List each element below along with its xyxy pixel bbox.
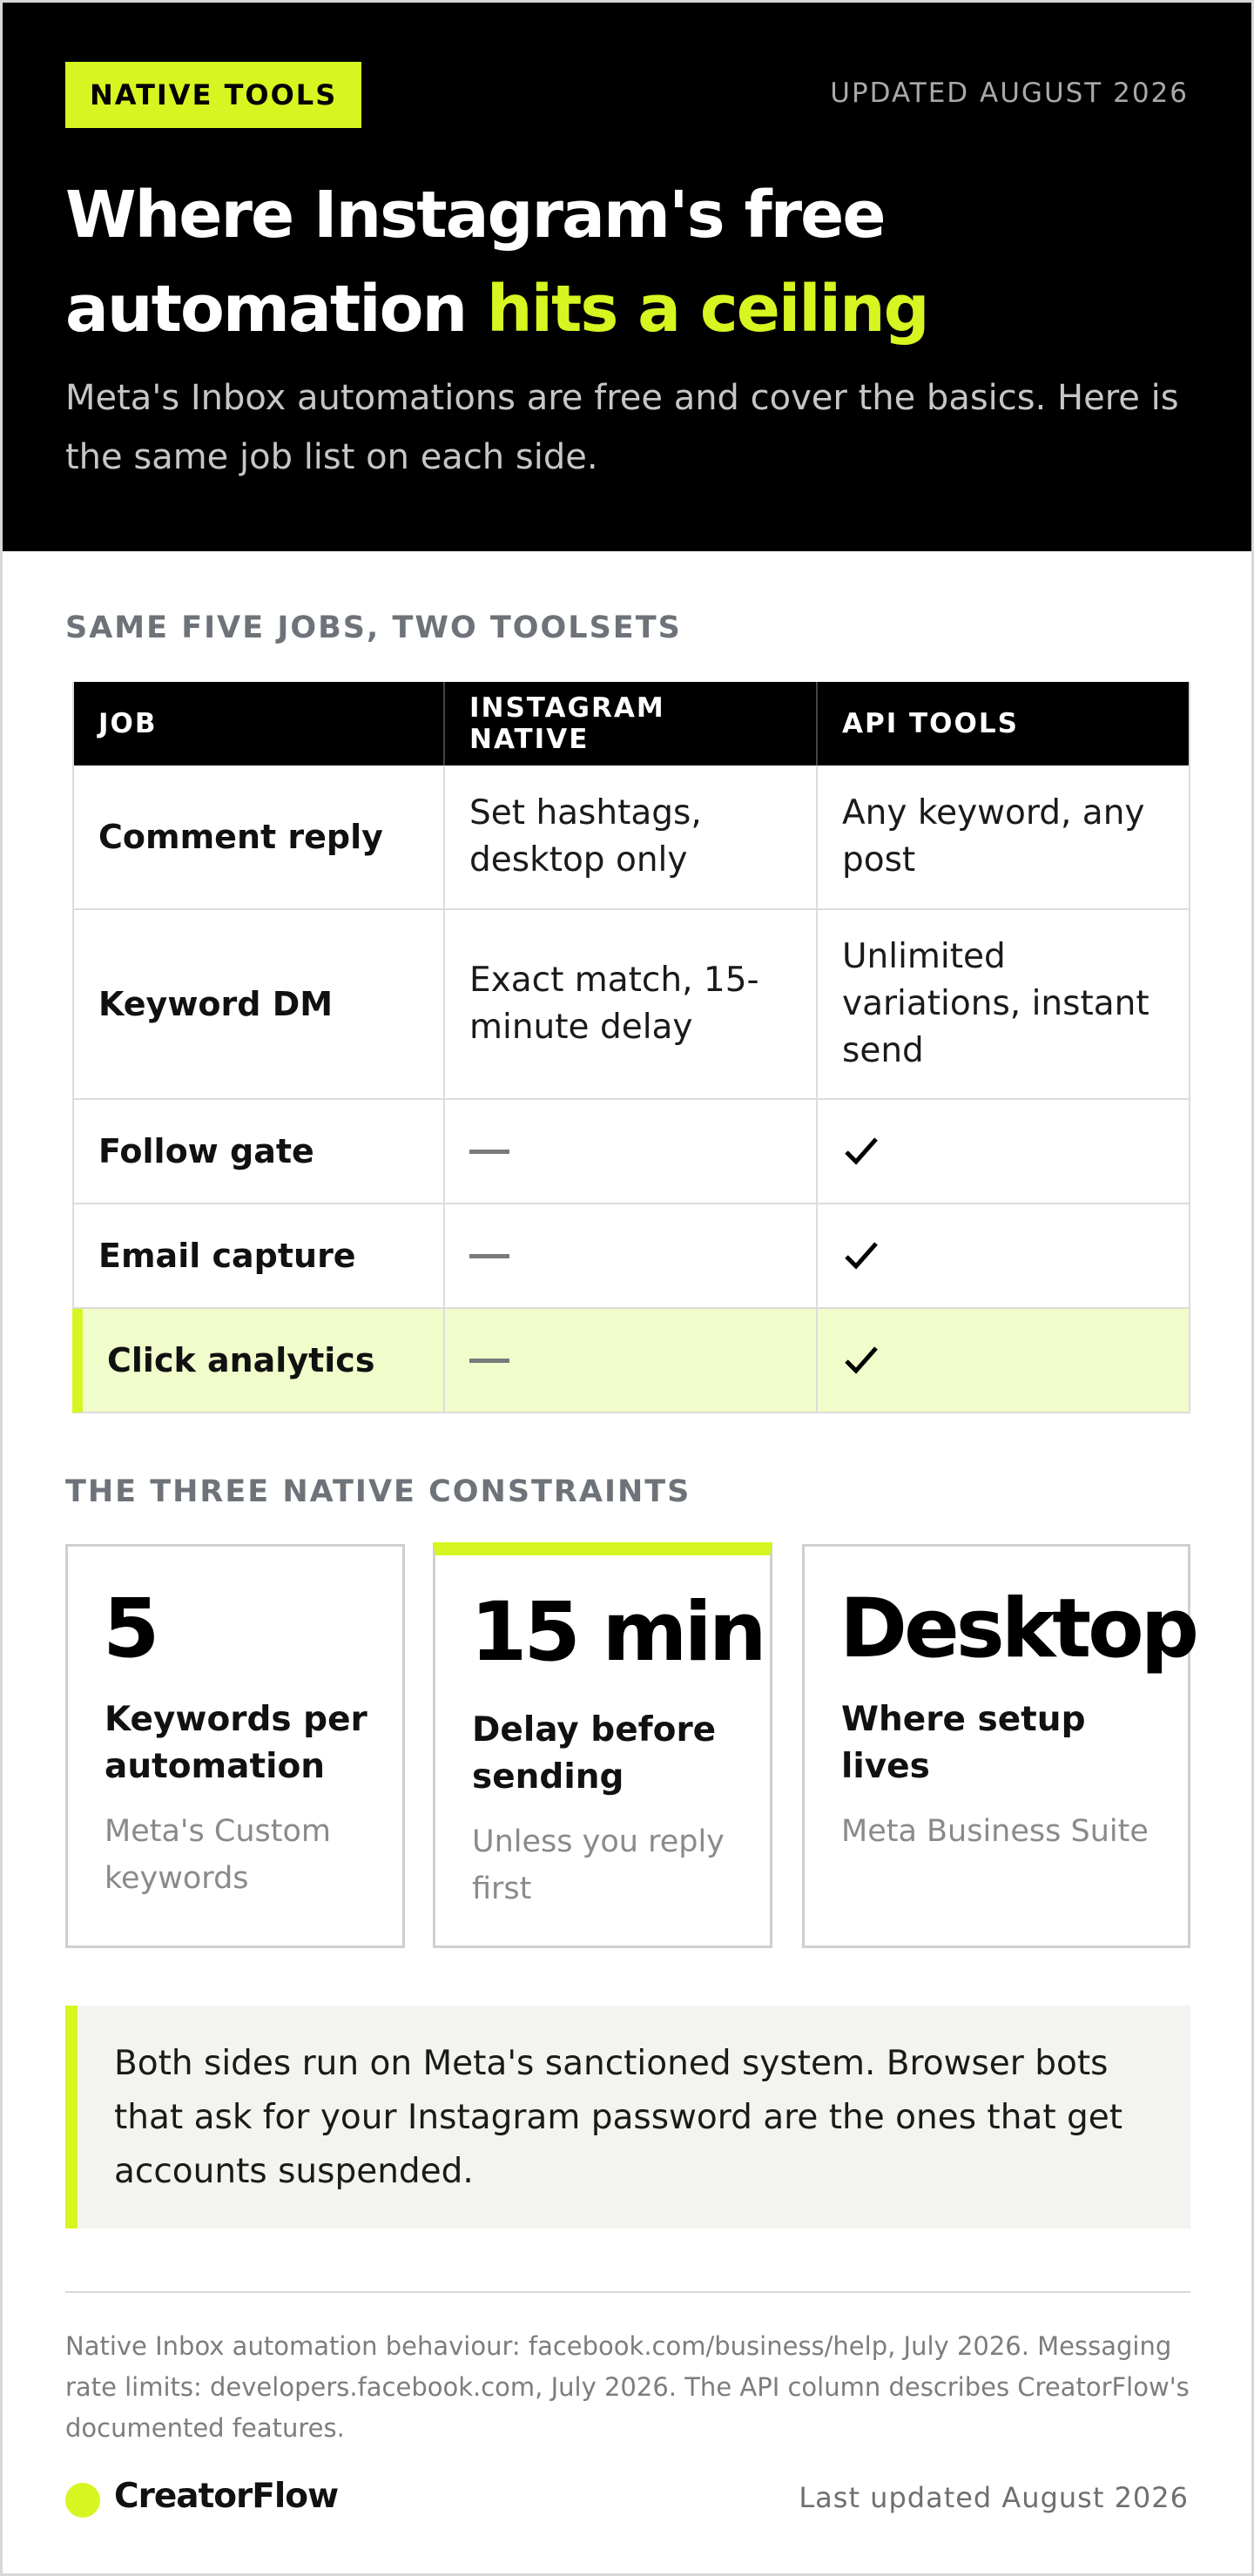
dash-icon xyxy=(469,1359,509,1363)
page-title xyxy=(65,168,1154,356)
comparison-table xyxy=(72,682,1190,1413)
card-note: Meta Business Suite xyxy=(841,1814,1149,1849)
card-note: Meta's Custom keywords xyxy=(104,1814,331,1896)
row-native xyxy=(445,1309,818,1412)
row-api xyxy=(818,1100,1189,1203)
card-heading: Keywords per automation xyxy=(104,1700,367,1786)
table-row xyxy=(74,1100,1189,1204)
check-icon xyxy=(842,1341,880,1379)
brand-name: CreatorFlow xyxy=(114,2477,339,2516)
header-api: API TOOLS xyxy=(842,708,1019,739)
row-api xyxy=(818,1309,1189,1412)
constraint-card xyxy=(65,1544,405,1948)
card-heading: Delay before sending xyxy=(472,1710,717,1797)
check-icon xyxy=(842,1132,880,1170)
card-stat: 5 xyxy=(103,1581,157,1676)
callout-box xyxy=(65,2006,1190,2229)
header-native: INSTAGRAM NATIVE xyxy=(445,682,818,765)
dash-icon xyxy=(469,1254,509,1258)
table-row xyxy=(74,1204,1189,1309)
hero-header xyxy=(3,3,1251,551)
row-job: Comment reply xyxy=(74,765,445,908)
row-native xyxy=(445,1100,818,1203)
card-note: Unless you reply first xyxy=(472,1824,725,1906)
title-line-2: automation xyxy=(65,272,487,347)
constraint-card-featured xyxy=(433,1542,772,1948)
brand-logo-icon xyxy=(65,2483,100,2518)
row-job: Follow gate xyxy=(74,1100,445,1203)
constraint-card xyxy=(802,1544,1197,1948)
table-header-row xyxy=(74,682,1189,765)
category-badge: NATIVE TOOLS xyxy=(65,62,361,128)
row-job: Email capture xyxy=(74,1204,445,1307)
sources-text: Native Inbox automation behaviour: facebook.com/business/help, July 2026. Messaging rate limits: developers.facebook.com, July 2026. The API column describes CreatorFlow's documented features. xyxy=(65,2331,1190,2443)
row-job: Click analytics xyxy=(83,1309,445,1412)
table-row xyxy=(74,910,1189,1100)
row-api: Any keyword, any post xyxy=(842,793,1145,880)
row-native: Set hashtags, desktop only xyxy=(445,765,818,908)
divider xyxy=(65,2291,1190,2293)
card-heading: Where setup lives xyxy=(841,1700,1086,1786)
row-api xyxy=(818,1204,1189,1307)
header-job: JOB xyxy=(74,682,445,765)
title-line-1: Where Instagram's free xyxy=(65,178,885,253)
check-icon xyxy=(842,1237,880,1275)
page-subtitle: Meta's Inbox automations are free and cover the basics. Here is the same job list on each side. xyxy=(65,378,1179,477)
callout-text: Both sides run on Meta's sanctioned system. Browser bots that ask for your Instagram password are the ones that get accounts suspended. xyxy=(114,2044,1123,2191)
table-row xyxy=(74,765,1189,910)
last-updated: Last updated August 2026 xyxy=(799,2481,1189,2514)
card-stat: Desktop xyxy=(839,1581,1197,1676)
row-api: Unlimited variations, instant send xyxy=(842,937,1150,1070)
title-highlight: hits a ceiling xyxy=(486,272,928,347)
row-native: Exact match, 15-minute delay xyxy=(445,910,818,1098)
table-section-label: SAME FIVE JOBS, TWO TOOLSETS xyxy=(65,610,682,645)
row-job: Keyword DM xyxy=(74,910,445,1098)
table-row-highlighted xyxy=(72,1309,1189,1413)
dash-icon xyxy=(469,1150,509,1154)
updated-date: UPDATED AUGUST 2026 xyxy=(830,78,1189,109)
constraints-section-label: THE THREE NATIVE CONSTRAINTS xyxy=(65,1474,691,1509)
row-native xyxy=(445,1204,818,1307)
card-stat: 15 min xyxy=(470,1585,764,1680)
